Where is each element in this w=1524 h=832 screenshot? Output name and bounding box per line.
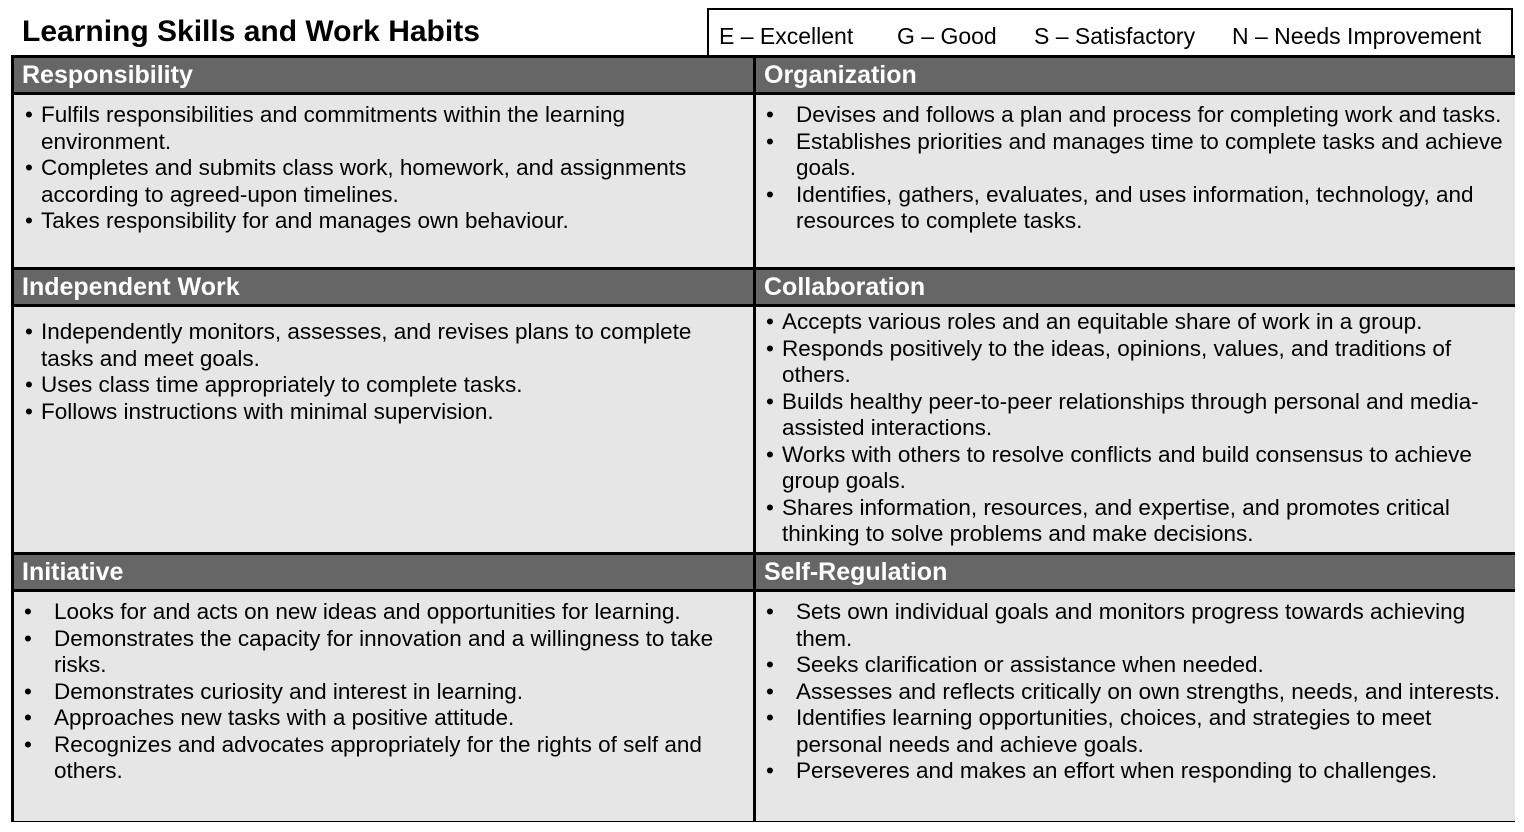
list-item: • Seeks clarification or assistance when needed. xyxy=(796,652,1509,679)
list-item: • Follows instructions with minimal supervision. xyxy=(41,399,747,426)
list-item: • Works with others to resolve conflicts and build consensus to achieve group goals. xyxy=(782,442,1509,495)
list-item: • Demonstrates curiosity and interest in learning. xyxy=(54,679,747,706)
bullet-list xyxy=(756,307,1515,548)
bullet-list xyxy=(756,592,1515,785)
section-organization xyxy=(756,58,1515,267)
bullet-list xyxy=(756,95,1515,235)
list-item: • Perseveres and makes an effort when responding to challenges. xyxy=(796,758,1509,785)
list-item: • Shares information, resources, and expertise, and promotes critical thinking to solve problems and make decisions. xyxy=(782,495,1509,548)
list-item: • Sets own individual goals and monitors progress towards achieving them. xyxy=(796,599,1509,652)
legend-excellent: E – Excellent xyxy=(719,23,854,49)
list-item: • Approaches new tasks with a positive attitude. xyxy=(54,705,747,732)
section-heading: Organization xyxy=(756,58,1515,95)
section-independent-work xyxy=(14,270,753,552)
list-item: • Fulfils responsibilities and commitments within the learning environment. xyxy=(41,102,747,155)
list-item: • Identifies, gathers, evaluates, and uses information, technology, and resources to complete tasks. xyxy=(796,182,1509,235)
list-item: • Builds healthy peer-to-peer relationships through personal and media-assisted interactions. xyxy=(782,389,1509,442)
rating-legend xyxy=(707,8,1513,55)
list-item: • Uses class time appropriately to complete tasks. xyxy=(41,372,747,399)
section-heading: Self-Regulation xyxy=(756,555,1515,592)
section-initiative xyxy=(14,555,753,821)
list-item: • Completes and submits class work, homework, and assignments according to agreed-upon timelines. xyxy=(41,155,747,208)
bullet-list xyxy=(14,95,753,235)
section-heading: Responsibility xyxy=(14,58,753,95)
section-heading: Independent Work xyxy=(14,270,753,307)
section-heading: Initiative xyxy=(14,555,753,592)
skills-table xyxy=(11,55,1515,822)
list-item: • Responds positively to the ideas, opinions, values, and traditions of others. xyxy=(782,336,1509,389)
legend-needs-improvement: N – Needs Improvement xyxy=(1232,23,1482,49)
legend-satisfactory: S – Satisfactory xyxy=(1034,23,1196,49)
section-self-regulation xyxy=(756,555,1515,821)
list-item: • Recognizes and advocates appropriately for the rights of self and others. xyxy=(54,732,747,785)
list-item: • Assesses and reflects critically on own strengths, needs, and interests. xyxy=(796,679,1509,706)
list-item: • Independently monitors, assesses, and revises plans to complete tasks and meet goals. xyxy=(41,319,747,372)
list-item: • Accepts various roles and an equitable share of work in a group. xyxy=(782,309,1509,336)
bullet-list xyxy=(14,307,753,425)
bullet-list xyxy=(14,592,753,785)
list-item: • Establishes priorities and manages time to complete tasks and achieve goals. xyxy=(796,129,1509,182)
legend-good: G – Good xyxy=(897,23,997,49)
section-heading: Collaboration xyxy=(756,270,1515,307)
page-title: Learning Skills and Work Habits xyxy=(22,15,480,48)
section-responsibility xyxy=(14,58,753,267)
list-item: • Identifies learning opportunities, choices, and strategies to meet personal needs and achieve goals. xyxy=(796,705,1509,758)
list-item: • Looks for and acts on new ideas and opportunities for learning. xyxy=(54,599,747,626)
list-item: • Demonstrates the capacity for innovation and a willingness to take risks. xyxy=(54,626,747,679)
list-item: • Takes responsibility for and manages own behaviour. xyxy=(41,208,747,235)
section-collaboration xyxy=(756,270,1515,552)
list-item: • Devises and follows a plan and process for completing work and tasks. xyxy=(796,102,1509,129)
